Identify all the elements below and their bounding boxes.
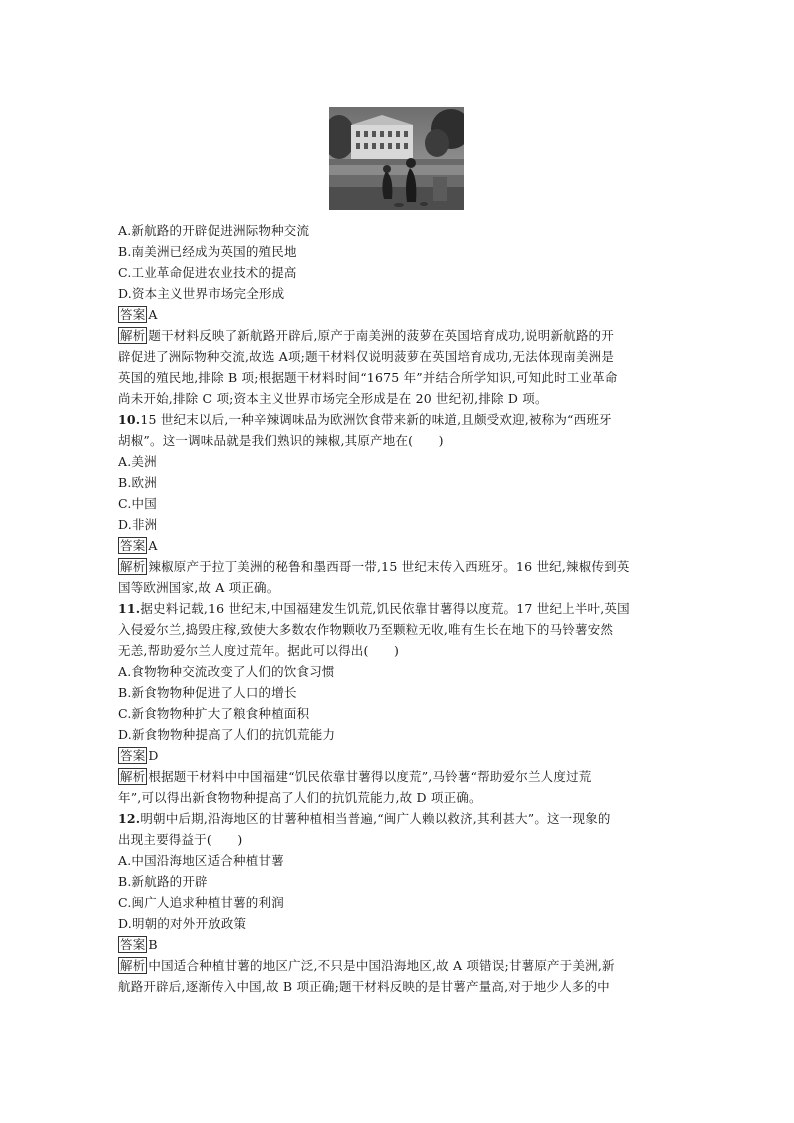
q12-stem-line-1 <box>118 809 611 829</box>
q10-answer-row <box>118 536 158 556</box>
q11-option-a: A.食物物种交流改变了人们的饮食习惯 <box>118 664 335 679</box>
q12-option-a: A.中国沿海地区适合种植甘薯 <box>118 853 284 868</box>
q9-answer: A <box>148 307 158 322</box>
q10-analysis-text-1: 辣椒原产于拉丁美洲的秘鲁和墨西哥一带,15 世纪末传入西班牙。16 世纪,辣椒传到英 <box>148 559 630 574</box>
q10-answer: A <box>148 538 158 553</box>
q10-option-b: B.欧洲 <box>118 475 157 490</box>
q9-analysis-text-1: 题干材料反映了新航路开辟后,原产于南美洲的菠萝在英国培育成功,说明新航路的开 <box>148 328 614 343</box>
q10-analysis-line-2: 国等欧洲国家,故 A 项正确。 <box>118 580 280 595</box>
q11-option-d: D.新食物物种提高了人们的抗饥荒能力 <box>118 727 336 742</box>
q11-stem-text-1: 据史料记载,16 世纪末,中国福建发生饥荒,饥民依靠甘薯得以度荒。17 世纪上半叶,英国 <box>140 601 630 616</box>
analysis-tag: 解析 <box>120 559 146 574</box>
answer-tag: 答案 <box>120 307 146 322</box>
q12-answer-row <box>118 935 158 955</box>
q11-stem-line-2: 入侵爱尔兰,捣毁庄稼,致使大多数农作物颗收乃至颗粒无收,唯有生长在地下的马铃薯安然 <box>118 622 614 637</box>
q9-answer-row <box>118 305 158 325</box>
q11-stem-line-3: 无恙,帮助爱尔兰人度过荒年。据此可以得出( ) <box>118 643 400 658</box>
q9-option-a: A.新航路的开辟促进洲际物种交流 <box>118 223 310 238</box>
q9-option-c: C.工业革命促进农业技术的提高 <box>118 265 297 280</box>
historical-painting-image <box>329 107 464 210</box>
q12-option-d: D.明朝的对外开放政策 <box>118 916 247 931</box>
q9-analysis-line-3: 英国的殖民地,排除 B 项;根据题干材料时间“1675 年”并结合所学知识,可知此时工业革命 <box>118 370 618 385</box>
q9-option-b: B.南美洲已经成为英国的殖民地 <box>118 244 297 259</box>
q10-stem-text-1: 15 世纪末以后,一种辛辣调味品为欧洲饮食带来新的味道,且颇受欢迎,被称为“西班牙 <box>140 412 612 427</box>
q12-answer: B <box>148 937 158 952</box>
q11-analysis-line-2: 年”,可以得出新食物物种提高了人们的抗饥荒能力,故 D 项正确。 <box>118 790 482 805</box>
q9-analysis-line-1 <box>118 326 614 346</box>
painting-svg <box>329 107 464 210</box>
q10-stem-line-1 <box>118 410 612 430</box>
q12-analysis-line-1 <box>118 956 615 976</box>
q11-analysis-line-1 <box>118 767 591 787</box>
q12-option-c: C.闽广人追求种植甘薯的利润 <box>118 895 284 910</box>
analysis-tag: 解析 <box>120 769 146 784</box>
q10-analysis-line-1 <box>118 557 630 577</box>
q10-stem-line-2: 胡椒”。这一调味品就是我们熟识的辣椒,其原产地在( ) <box>118 433 444 448</box>
q12-stem-text-1: 明朝中后期,沿海地区的甘薯种植相当普遍,“闽广人赖以救济,其利甚大”。这一现象的 <box>140 811 611 826</box>
q11-answer-row <box>118 746 159 766</box>
analysis-tag: 解析 <box>120 328 146 343</box>
answer-tag: 答案 <box>120 748 146 763</box>
q10-option-c: C.中国 <box>118 496 157 511</box>
q11-number: 11. <box>118 601 141 616</box>
q10-option-d: D.非洲 <box>118 517 158 532</box>
q9-option-d: D.资本主义世界市场完全形成 <box>118 286 285 301</box>
q11-option-b: B.新食物物种促进了人口的增长 <box>118 685 297 700</box>
q11-option-c: C.新食物物种扩大了粮食种植面积 <box>118 706 310 721</box>
q12-analysis-text-1: 中国适合种植甘薯的地区广泛,不只是中国沿海地区,故 A 项错误;甘薯原产于美洲,新 <box>148 958 615 973</box>
q9-analysis-line-2: 辟促进了洲际物种交流,故选 A项;题干材料仅说明菠萝在英国培育成功,无法体现南美洲是 <box>118 349 615 364</box>
q11-answer: D <box>148 748 159 763</box>
q11-analysis-text-1: 根据题干材料中中国福建“饥民依靠甘薯得以度荒”,马铃薯“帮助爱尔兰人度过荒 <box>148 769 592 784</box>
q10-option-a: A.美洲 <box>118 454 157 469</box>
answer-tag: 答案 <box>120 538 146 553</box>
q9-analysis-line-4: 尚未开始,排除 C 项;资本主义世界市场完全形成是在 20 世纪初,排除 D 项。 <box>118 391 548 406</box>
q12-analysis-line-2: 航路开辟后,逐渐传入中国,故 B 项正确;题干材料反映的是甘薯产量高,对于地少人多的中 <box>118 979 610 994</box>
answer-tag: 答案 <box>120 937 146 952</box>
q12-option-b: B.新航路的开辟 <box>118 874 208 889</box>
q12-number: 12. <box>118 811 141 826</box>
q12-stem-line-2: 出现主要得益于( ) <box>118 832 243 847</box>
q11-stem-line-1 <box>118 599 630 619</box>
q10-number: 10. <box>118 412 141 427</box>
analysis-tag: 解析 <box>120 958 146 973</box>
